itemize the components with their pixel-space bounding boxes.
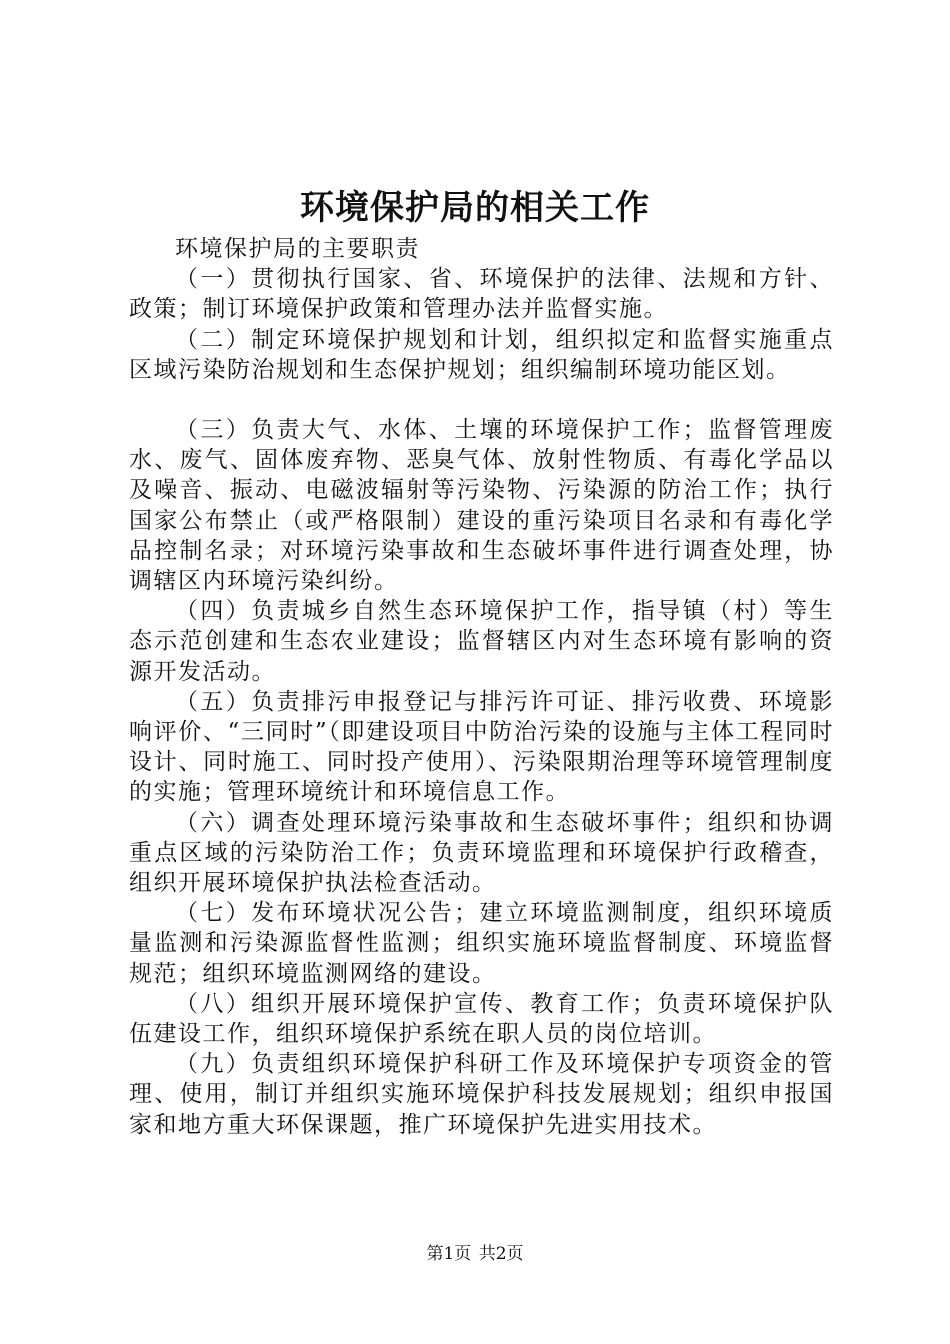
paragraph-duty-2: （二）制定环境保护规划和计划，组织拟定和监督实施重点区域污染防治规划和生态保护规划；组织编制环境功能区划。: [129, 326, 834, 383]
paragraph-duty-3: （三）负责大气、水体、土壤的环境保护工作；监督管理废水、废气、固体废弃物、恶臭气体、放射性物质、有毒化学品以及噪音、振动、电磁波辐射等污染物、污染源的防治工作；执行国家公布禁止（或严格限制）建设的重污染项目名录和有毒化学品控制名录；对环境污染事故和生态破坏事件进行调查处理，协调辖区内环境污染纠纷。: [129, 417, 834, 595]
paragraph-duty-8: （八）组织开展环境保护宣传、教育工作；负责环境保护队伍建设工作，组织环境保护系统在职人员的岗位培训。: [129, 990, 834, 1048]
paragraph-duty-6: （六）调查处理环境污染事故和生态破坏事件；组织和协调重点区域的污染防治工作；负责环境监理和环境保护行政稽查，组织开展环境保护执法检查活动。: [129, 809, 834, 897]
paragraph-duty-5: （五）负责排污申报登记与排污许可证、排污收费、环境影响评价、“三同时”（即建设项目中防治污染的设施与主体工程同时设计、同时施工、同时投产使用）、污染限期治理等环境管理制度的实施；管理环境统计和环境信息工作。: [129, 688, 834, 806]
page-number-footer: 第1页 共2页: [426, 1244, 524, 1264]
section-heading: 环境保护局的主要职责: [175, 236, 420, 262]
paragraph-duty-9: （九）负责组织环境保护科研工作及环境保护专项资金的管理、使用，制订并组织实施环境保护科技发展规划；组织申报国家和地方重大环保课题，推广环境保护先进实用技术。: [129, 1051, 834, 1138]
document-title: 环境保护局的相关工作: [300, 188, 650, 228]
paragraph-duty-7: （七）发布环境状况公告；建立环境监测制度，组织环境质量监测和污染源监督性监测；组织实施环境监督制度、环境监督规范；组织环境监测网络的建设。: [129, 900, 834, 987]
document-body: [129, 234, 834, 1140]
paragraph-duty-4: （四）负责城乡自然生态环境保护工作，指导镇（村）等生态示范创建和生态农业建设；监督辖区内对生态环境有影响的资源开发活动。: [129, 598, 834, 685]
paragraph-duty-1: （一）贯彻执行国家、省、环境保护的法律、法规和方针、政策；制订环境保护政策和管理办法并监督实施。: [129, 266, 834, 323]
